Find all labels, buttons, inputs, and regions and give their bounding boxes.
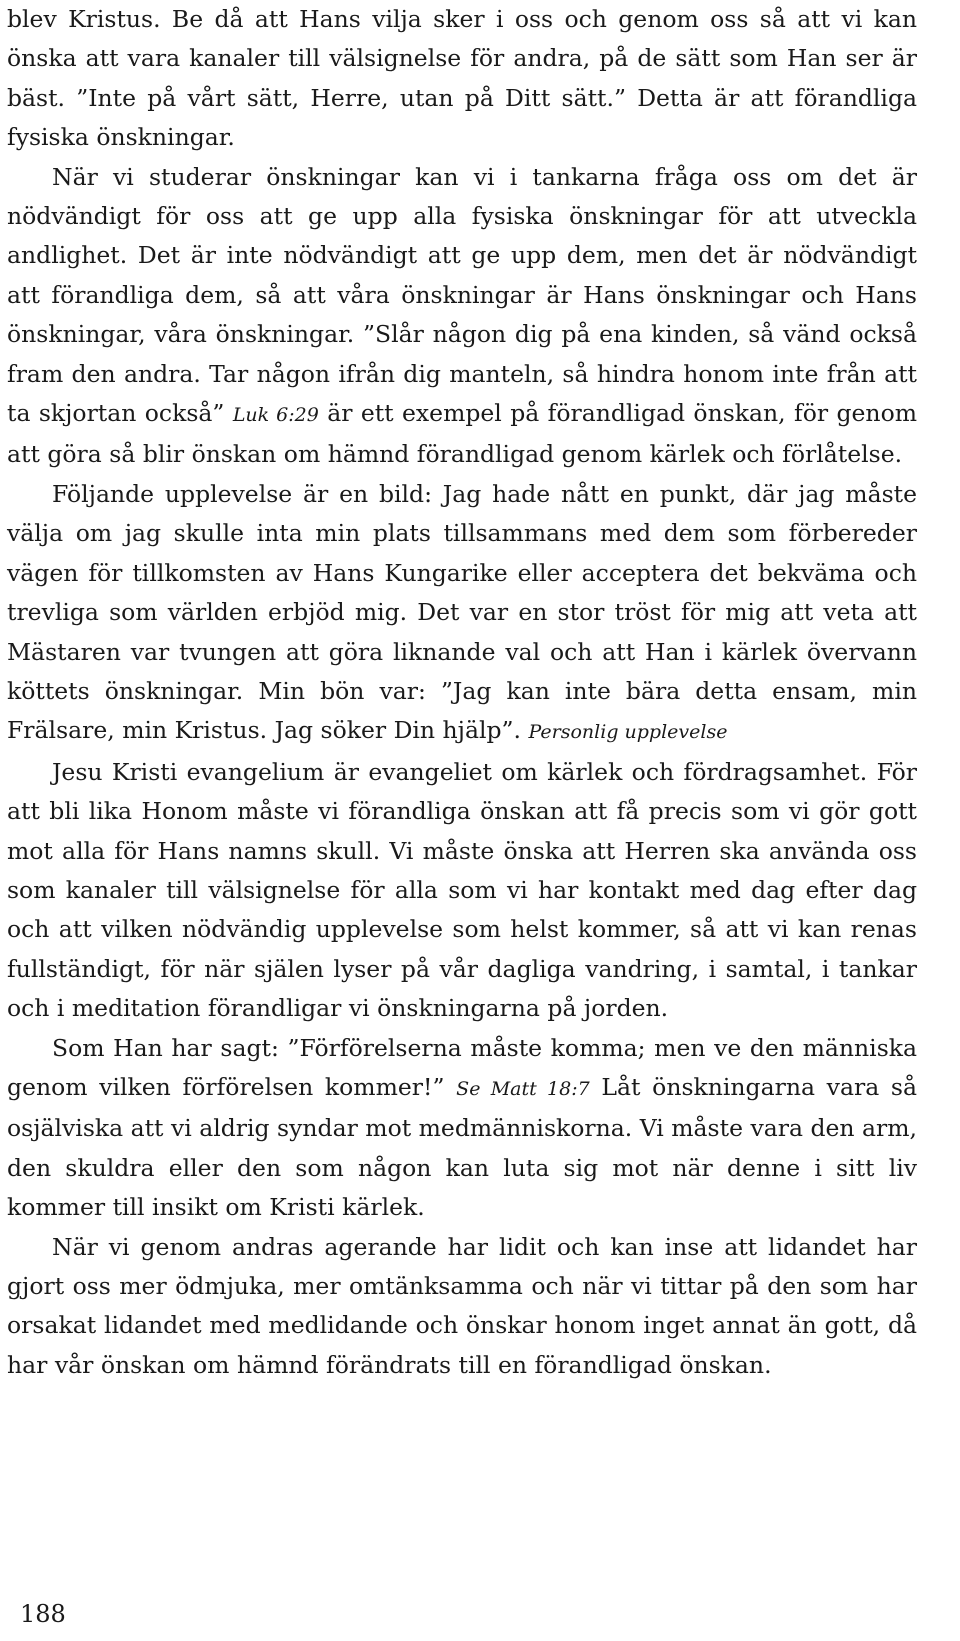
paragraph-5 [7, 1029, 917, 1228]
paragraph-6 [7, 1228, 917, 1386]
paragraph-5-text-1: Som Han har sagt: ”Förförelserna måste komma; men ve den människa genom vilken förförelsen kommer!” [7, 1033, 917, 1101]
scripture-reference-matt: Se Matt 18:7 [456, 1077, 590, 1100]
source-note-personlig-upplevelse: Personlig upplevelse [528, 721, 728, 744]
paragraph-6-text-1: När vi genom andras agerande har lidit och kan inse att lidandet har gjort oss mer ödmjuka, mer omtänksamma och när vi tittar på den som har orsakat lidandet med medlidande och önskar honom inget annat än gott, då har vår önskan om hämnd förändrats till en förandligad önskan. [7, 1232, 917, 1379]
paragraph-3 [7, 475, 917, 753]
paragraph-4-text-1: Jesu Kristi evangelium är evangeliet om kärlek och fördragsamhet. För att bli lika Honom måste vi förandliga önskan att få precis som vi gör gott mot alla för Hans namns skull. Vi måste önska att Herren ska använda oss som kanaler till välsignelse för alla som vi har kontakt med dag efter dag och att vilken nödvändig upplevelse som helst kommer, så att vi kan renas fullständigt, för när själen lyser på vår dagliga vandring, i samtal, i tankar och i meditation förandligar vi önskningarna på jorden. [7, 757, 917, 1023]
paragraph-1-text-1: blev Kristus. Be då att Hans vilja sker i oss och genom oss så att vi kan önska att vara kanaler till välsignelse för andra, på de sätt som Han ser är bäst. ”Inte på vårt sätt, Herre, utan på Ditt sätt.” Detta är att förandliga fysiska önskningar. [7, 5, 917, 152]
paragraph-1 [7, 0, 917, 158]
paragraph-4 [7, 753, 917, 1029]
page-body [7, 0, 917, 1385]
page-number: 188 [20, 1600, 66, 1628]
paragraph-2-text-2: är ett exempel på förandligad önskan, för genom att göra så blir önskan om hämnd förandligad genom kärlek och förlåtelse. [7, 399, 917, 469]
scripture-reference-luk: Luk 6:29 [232, 404, 319, 427]
paragraph-2 [7, 158, 917, 475]
paragraph-3-text-1: Följande upplevelse är en bild: Jag hade nått en punkt, där jag måste välja om jag skulle inta min plats tillsammans med dem som förbereder vägen för tillkomsten av Hans Kungarike eller acceptera det bekväma och trevliga som världen erbjöd mig. Det var en stor tröst för mig att veta att Mästaren var tvungen att göra liknande val och att Han i kärlek övervann köttets önskningar. Min bön var: ”Jag kan inte bära detta ensam, min Frälsare, min Kristus. Jag söker Din hjälp”. [7, 479, 917, 745]
paragraph-2-text-1: När vi studerar önskningar kan vi i tankarna fråga oss om det är nödvändigt för oss att ge upp alla fysiska önskningar för att utveckla andlighet. Det är inte nödvändigt att ge upp dem, men det är nödvändigt att förandliga dem, så att våra önskningar är Hans önskningar och Hans önskningar, våra önskningar. ”Slår någon dig på ena kinden, så vänd också fram den andra. Tar någon ifrån dig manteln, så hindra honom inte från att ta skjortan också” [7, 162, 917, 428]
paragraph-5-text-2: Låt önskningarna vara så osjälviska att vi aldrig syndar mot medmänniskorna. Vi måste vara den arm, den skuldra eller den som någon kan luta sig mot när denne i sitt liv kommer till insikt om Kristi kärlek. [7, 1072, 917, 1222]
